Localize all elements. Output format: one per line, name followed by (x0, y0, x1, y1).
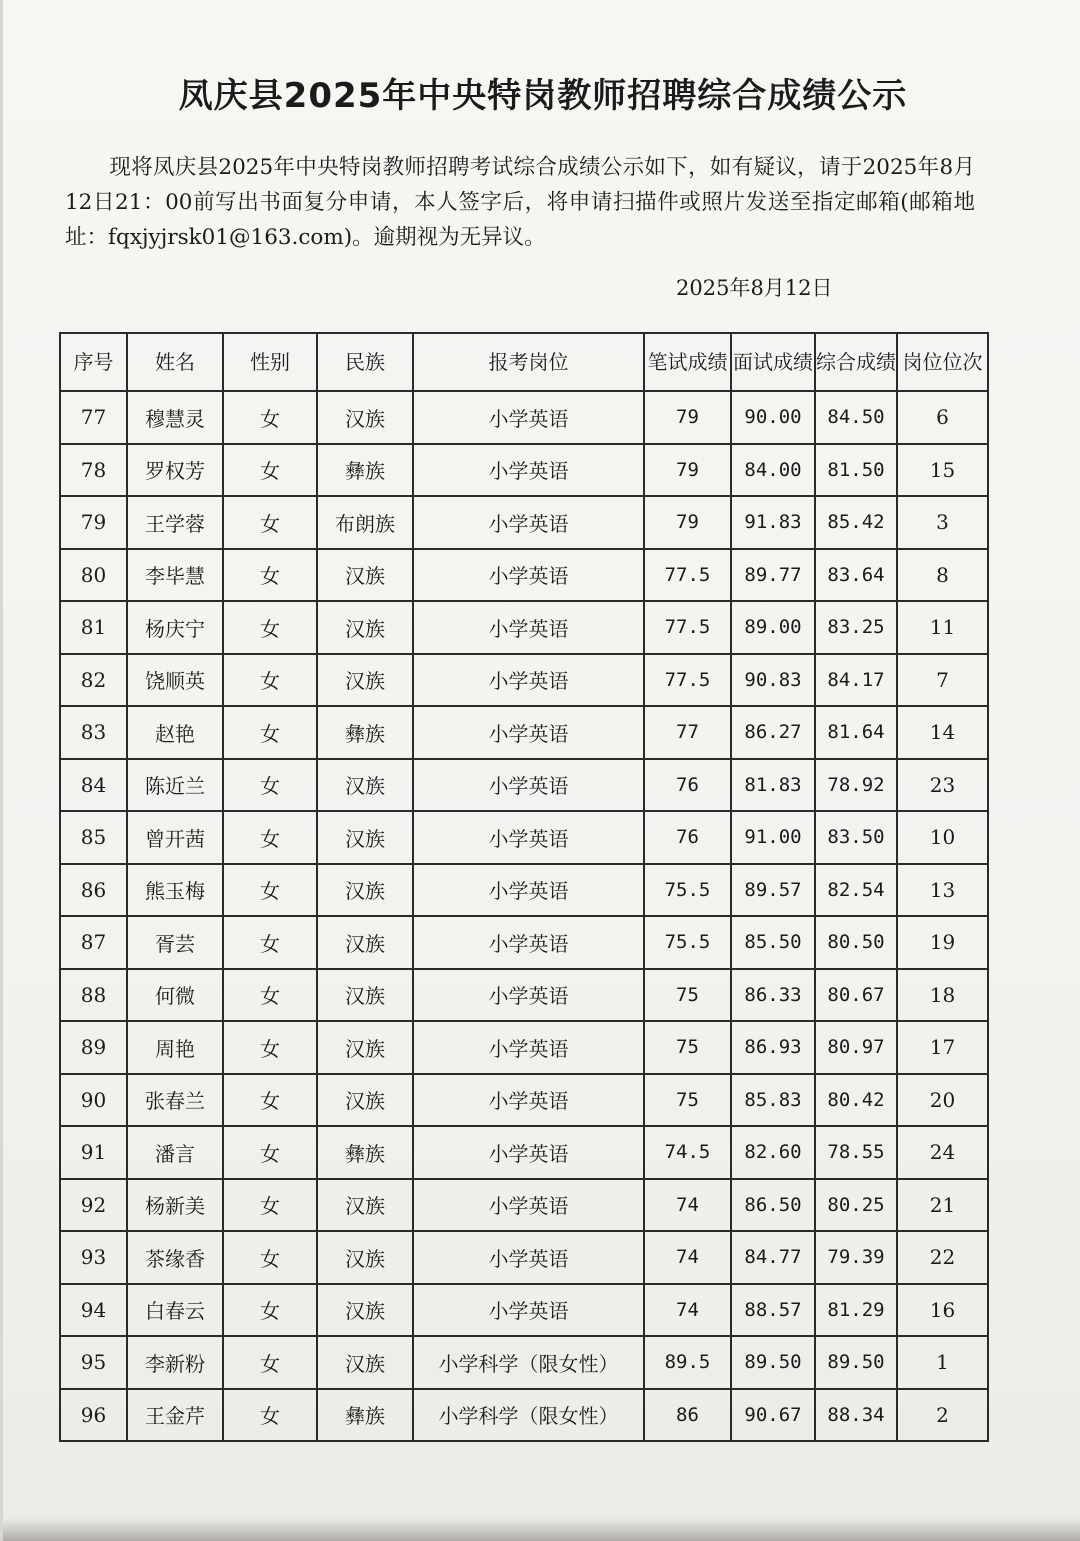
total-score-cell: 83.50 (815, 811, 897, 864)
seq-cell: 77 (60, 391, 127, 444)
interview-score-cell: 86.50 (731, 1179, 815, 1232)
rank-cell: 23 (897, 759, 988, 812)
written-score-cell: 77 (644, 706, 731, 759)
position-cell: 小学英语 (413, 601, 644, 654)
total-score-cell: 89.50 (815, 1336, 897, 1389)
score-table (59, 332, 989, 1442)
total-score-cell: 80.67 (815, 969, 897, 1022)
position-cell: 小学英语 (413, 864, 644, 917)
position-cell: 小学英语 (413, 1021, 644, 1074)
table-row (60, 1284, 988, 1337)
gender-cell: 女 (223, 1336, 317, 1389)
ethnicity-cell: 汉族 (317, 549, 413, 602)
interview-score-cell: 85.50 (731, 916, 815, 969)
column-header: 民族 (317, 333, 413, 391)
column-header: 序号 (60, 333, 127, 391)
table-row (60, 759, 988, 812)
seq-cell: 91 (60, 1126, 127, 1179)
name-cell: 茶缘香 (127, 1231, 223, 1284)
name-cell: 饶顺英 (127, 654, 223, 707)
seq-cell: 84 (60, 759, 127, 812)
position-cell: 小学科学（限女性） (413, 1336, 644, 1389)
position-cell: 小学英语 (413, 1231, 644, 1284)
publish-date: 2025年8月12日 (676, 276, 833, 300)
ethnicity-cell: 彝族 (317, 1389, 413, 1442)
ethnicity-cell: 汉族 (317, 864, 413, 917)
seq-cell: 88 (60, 969, 127, 1022)
table-header-row (60, 333, 988, 391)
ethnicity-cell: 汉族 (317, 1284, 413, 1337)
ethnicity-cell: 汉族 (317, 601, 413, 654)
table-body (60, 391, 988, 1441)
interview-score-cell: 86.27 (731, 706, 815, 759)
rank-cell: 24 (897, 1126, 988, 1179)
name-cell: 穆慧灵 (127, 391, 223, 444)
written-score-cell: 74 (644, 1231, 731, 1284)
rank-cell: 13 (897, 864, 988, 917)
ethnicity-cell: 汉族 (317, 1231, 413, 1284)
seq-cell: 85 (60, 811, 127, 864)
rank-cell: 21 (897, 1179, 988, 1232)
written-score-cell: 86 (644, 1389, 731, 1442)
total-score-cell: 81.64 (815, 706, 897, 759)
table-row (60, 496, 988, 549)
written-score-cell: 74.5 (644, 1126, 731, 1179)
ethnicity-cell: 汉族 (317, 969, 413, 1022)
position-cell: 小学英语 (413, 549, 644, 602)
written-score-cell: 75 (644, 969, 731, 1022)
ethnicity-cell: 彝族 (317, 444, 413, 497)
position-cell: 小学英语 (413, 706, 644, 759)
gender-cell: 女 (223, 496, 317, 549)
position-cell: 小学英语 (413, 496, 644, 549)
total-score-cell: 80.97 (815, 1021, 897, 1074)
seq-cell: 95 (60, 1336, 127, 1389)
name-cell: 陈近兰 (127, 759, 223, 812)
seq-cell: 82 (60, 654, 127, 707)
rank-cell: 14 (897, 706, 988, 759)
rank-cell: 22 (897, 1231, 988, 1284)
gender-cell: 女 (223, 1231, 317, 1284)
interview-score-cell: 90.67 (731, 1389, 815, 1442)
written-score-cell: 79 (644, 391, 731, 444)
column-header: 报考岗位 (413, 333, 644, 391)
seq-cell: 83 (60, 706, 127, 759)
rank-cell: 20 (897, 1074, 988, 1127)
gender-cell: 女 (223, 811, 317, 864)
position-cell: 小学英语 (413, 444, 644, 497)
page-edge-shadow (3, 1518, 1080, 1541)
total-score-cell: 83.25 (815, 601, 897, 654)
name-cell: 潘言 (127, 1126, 223, 1179)
written-score-cell: 79 (644, 496, 731, 549)
interview-score-cell: 85.83 (731, 1074, 815, 1127)
seq-cell: 92 (60, 1179, 127, 1232)
name-cell: 曾开茜 (127, 811, 223, 864)
table-row (60, 916, 988, 969)
written-score-cell: 77.5 (644, 549, 731, 602)
ethnicity-cell: 汉族 (317, 654, 413, 707)
interview-score-cell: 86.93 (731, 1021, 815, 1074)
written-score-cell: 77.5 (644, 601, 731, 654)
table-row (60, 1336, 988, 1389)
name-cell: 张春兰 (127, 1074, 223, 1127)
page-title: 凤庆县2025年中央特岗教师招聘综合成绩公示 (178, 76, 908, 116)
total-score-cell: 85.42 (815, 496, 897, 549)
rank-cell: 19 (897, 916, 988, 969)
gender-cell: 女 (223, 654, 317, 707)
table-row (60, 654, 988, 707)
name-cell: 杨庆宁 (127, 601, 223, 654)
seq-cell: 79 (60, 496, 127, 549)
gender-cell: 女 (223, 1074, 317, 1127)
position-cell: 小学科学（限女性） (413, 1389, 644, 1442)
written-score-cell: 75.5 (644, 864, 731, 917)
ethnicity-cell: 汉族 (317, 811, 413, 864)
table-row (60, 706, 988, 759)
table-row (60, 549, 988, 602)
table-row (60, 1021, 988, 1074)
interview-score-cell: 90.83 (731, 654, 815, 707)
name-cell: 王学蓉 (127, 496, 223, 549)
notice-paragraph (65, 150, 975, 255)
gender-cell: 女 (223, 549, 317, 602)
seq-cell: 86 (60, 864, 127, 917)
ethnicity-cell: 彝族 (317, 1126, 413, 1179)
name-cell: 赵艳 (127, 706, 223, 759)
ethnicity-cell: 汉族 (317, 916, 413, 969)
name-cell: 杨新美 (127, 1179, 223, 1232)
name-cell: 白春云 (127, 1284, 223, 1337)
written-score-cell: 79 (644, 444, 731, 497)
ethnicity-cell: 布朗族 (317, 496, 413, 549)
gender-cell: 女 (223, 916, 317, 969)
total-score-cell: 78.55 (815, 1126, 897, 1179)
rank-cell: 7 (897, 654, 988, 707)
written-score-cell: 77.5 (644, 654, 731, 707)
rank-cell: 18 (897, 969, 988, 1022)
seq-cell: 94 (60, 1284, 127, 1337)
rank-cell: 17 (897, 1021, 988, 1074)
table-row (60, 1074, 988, 1127)
table-row (60, 1231, 988, 1284)
interview-score-cell: 88.57 (731, 1284, 815, 1337)
interview-score-cell: 91.00 (731, 811, 815, 864)
gender-cell: 女 (223, 601, 317, 654)
interview-score-cell: 84.00 (731, 444, 815, 497)
total-score-cell: 80.42 (815, 1074, 897, 1127)
gender-cell: 女 (223, 1389, 317, 1442)
gender-cell: 女 (223, 864, 317, 917)
total-score-cell: 83.64 (815, 549, 897, 602)
interview-score-cell: 89.50 (731, 1336, 815, 1389)
total-score-cell: 84.50 (815, 391, 897, 444)
gender-cell: 女 (223, 759, 317, 812)
ethnicity-cell: 汉族 (317, 1021, 413, 1074)
seq-cell: 81 (60, 601, 127, 654)
name-cell: 周艳 (127, 1021, 223, 1074)
name-cell: 王金芹 (127, 1389, 223, 1442)
table-row (60, 969, 988, 1022)
ethnicity-cell: 汉族 (317, 1179, 413, 1232)
total-score-cell: 80.50 (815, 916, 897, 969)
written-score-cell: 76 (644, 811, 731, 864)
table-row (60, 601, 988, 654)
gender-cell: 女 (223, 391, 317, 444)
gender-cell: 女 (223, 1179, 317, 1232)
name-cell: 李毕慧 (127, 549, 223, 602)
position-cell: 小学英语 (413, 391, 644, 444)
gender-cell: 女 (223, 1284, 317, 1337)
column-header: 面试成绩 (731, 333, 815, 391)
seq-cell: 78 (60, 444, 127, 497)
rank-cell: 2 (897, 1389, 988, 1442)
interview-score-cell: 89.77 (731, 549, 815, 602)
interview-score-cell: 86.33 (731, 969, 815, 1022)
interview-score-cell: 89.00 (731, 601, 815, 654)
total-score-cell: 80.25 (815, 1179, 897, 1232)
column-header: 笔试成绩 (644, 333, 731, 391)
position-cell: 小学英语 (413, 1126, 644, 1179)
interview-score-cell: 82.60 (731, 1126, 815, 1179)
total-score-cell: 81.50 (815, 444, 897, 497)
position-cell: 小学英语 (413, 1074, 644, 1127)
rank-cell: 6 (897, 391, 988, 444)
column-header: 岗位位次 (897, 333, 988, 391)
written-score-cell: 75 (644, 1074, 731, 1127)
ethnicity-cell: 汉族 (317, 1074, 413, 1127)
gender-cell: 女 (223, 1021, 317, 1074)
rank-cell: 10 (897, 811, 988, 864)
rank-cell: 15 (897, 444, 988, 497)
table-row (60, 1179, 988, 1232)
name-cell: 熊玉梅 (127, 864, 223, 917)
written-score-cell: 75 (644, 1021, 731, 1074)
interview-score-cell: 90.00 (731, 391, 815, 444)
interview-score-cell: 89.57 (731, 864, 815, 917)
table-row (60, 1389, 988, 1442)
seq-cell: 96 (60, 1389, 127, 1442)
written-score-cell: 74 (644, 1284, 731, 1337)
ethnicity-cell: 汉族 (317, 759, 413, 812)
position-cell: 小学英语 (413, 811, 644, 864)
gender-cell: 女 (223, 444, 317, 497)
ethnicity-cell: 汉族 (317, 1336, 413, 1389)
position-cell: 小学英语 (413, 1284, 644, 1337)
total-score-cell: 82.54 (815, 864, 897, 917)
interview-score-cell: 84.77 (731, 1231, 815, 1284)
position-cell: 小学英语 (413, 654, 644, 707)
table-row (60, 811, 988, 864)
seq-cell: 80 (60, 549, 127, 602)
table-row (60, 864, 988, 917)
column-header: 姓名 (127, 333, 223, 391)
total-score-cell: 84.17 (815, 654, 897, 707)
interview-score-cell: 81.83 (731, 759, 815, 812)
rank-cell: 8 (897, 549, 988, 602)
position-cell: 小学英语 (413, 969, 644, 1022)
written-score-cell: 76 (644, 759, 731, 812)
rank-cell: 11 (897, 601, 988, 654)
gender-cell: 女 (223, 969, 317, 1022)
written-score-cell: 74 (644, 1179, 731, 1232)
name-cell: 李新粉 (127, 1336, 223, 1389)
rank-cell: 16 (897, 1284, 988, 1337)
seq-cell: 89 (60, 1021, 127, 1074)
ethnicity-cell: 彝族 (317, 706, 413, 759)
table-row (60, 391, 988, 444)
ethnicity-cell: 汉族 (317, 391, 413, 444)
seq-cell: 93 (60, 1231, 127, 1284)
written-score-cell: 89.5 (644, 1336, 731, 1389)
column-header: 综合成绩 (815, 333, 897, 391)
position-cell: 小学英语 (413, 1179, 644, 1232)
gender-cell: 女 (223, 1126, 317, 1179)
seq-cell: 90 (60, 1074, 127, 1127)
column-header: 性别 (223, 333, 317, 391)
interview-score-cell: 91.83 (731, 496, 815, 549)
rank-cell: 1 (897, 1336, 988, 1389)
total-score-cell: 88.34 (815, 1389, 897, 1442)
total-score-cell: 79.39 (815, 1231, 897, 1284)
notice-text: 现将凤庆县2025年中央特岗教师招聘考试综合成绩公示如下，如有疑议，请于2025年8月12日21：00前写出书面复分申请，本人签字后，将申请扫描件或照片发送至指定邮箱(邮箱地址：fqxjyjrsk01@163.com)。逾期视为无异议。 (65, 155, 975, 250)
seq-cell: 87 (60, 916, 127, 969)
table-row (60, 444, 988, 497)
total-score-cell: 78.92 (815, 759, 897, 812)
position-cell: 小学英语 (413, 916, 644, 969)
written-score-cell: 75.5 (644, 916, 731, 969)
position-cell: 小学英语 (413, 759, 644, 812)
name-cell: 何微 (127, 969, 223, 1022)
name-cell: 胥芸 (127, 916, 223, 969)
gender-cell: 女 (223, 706, 317, 759)
rank-cell: 3 (897, 496, 988, 549)
name-cell: 罗权芳 (127, 444, 223, 497)
total-score-cell: 81.29 (815, 1284, 897, 1337)
table-row (60, 1126, 988, 1179)
